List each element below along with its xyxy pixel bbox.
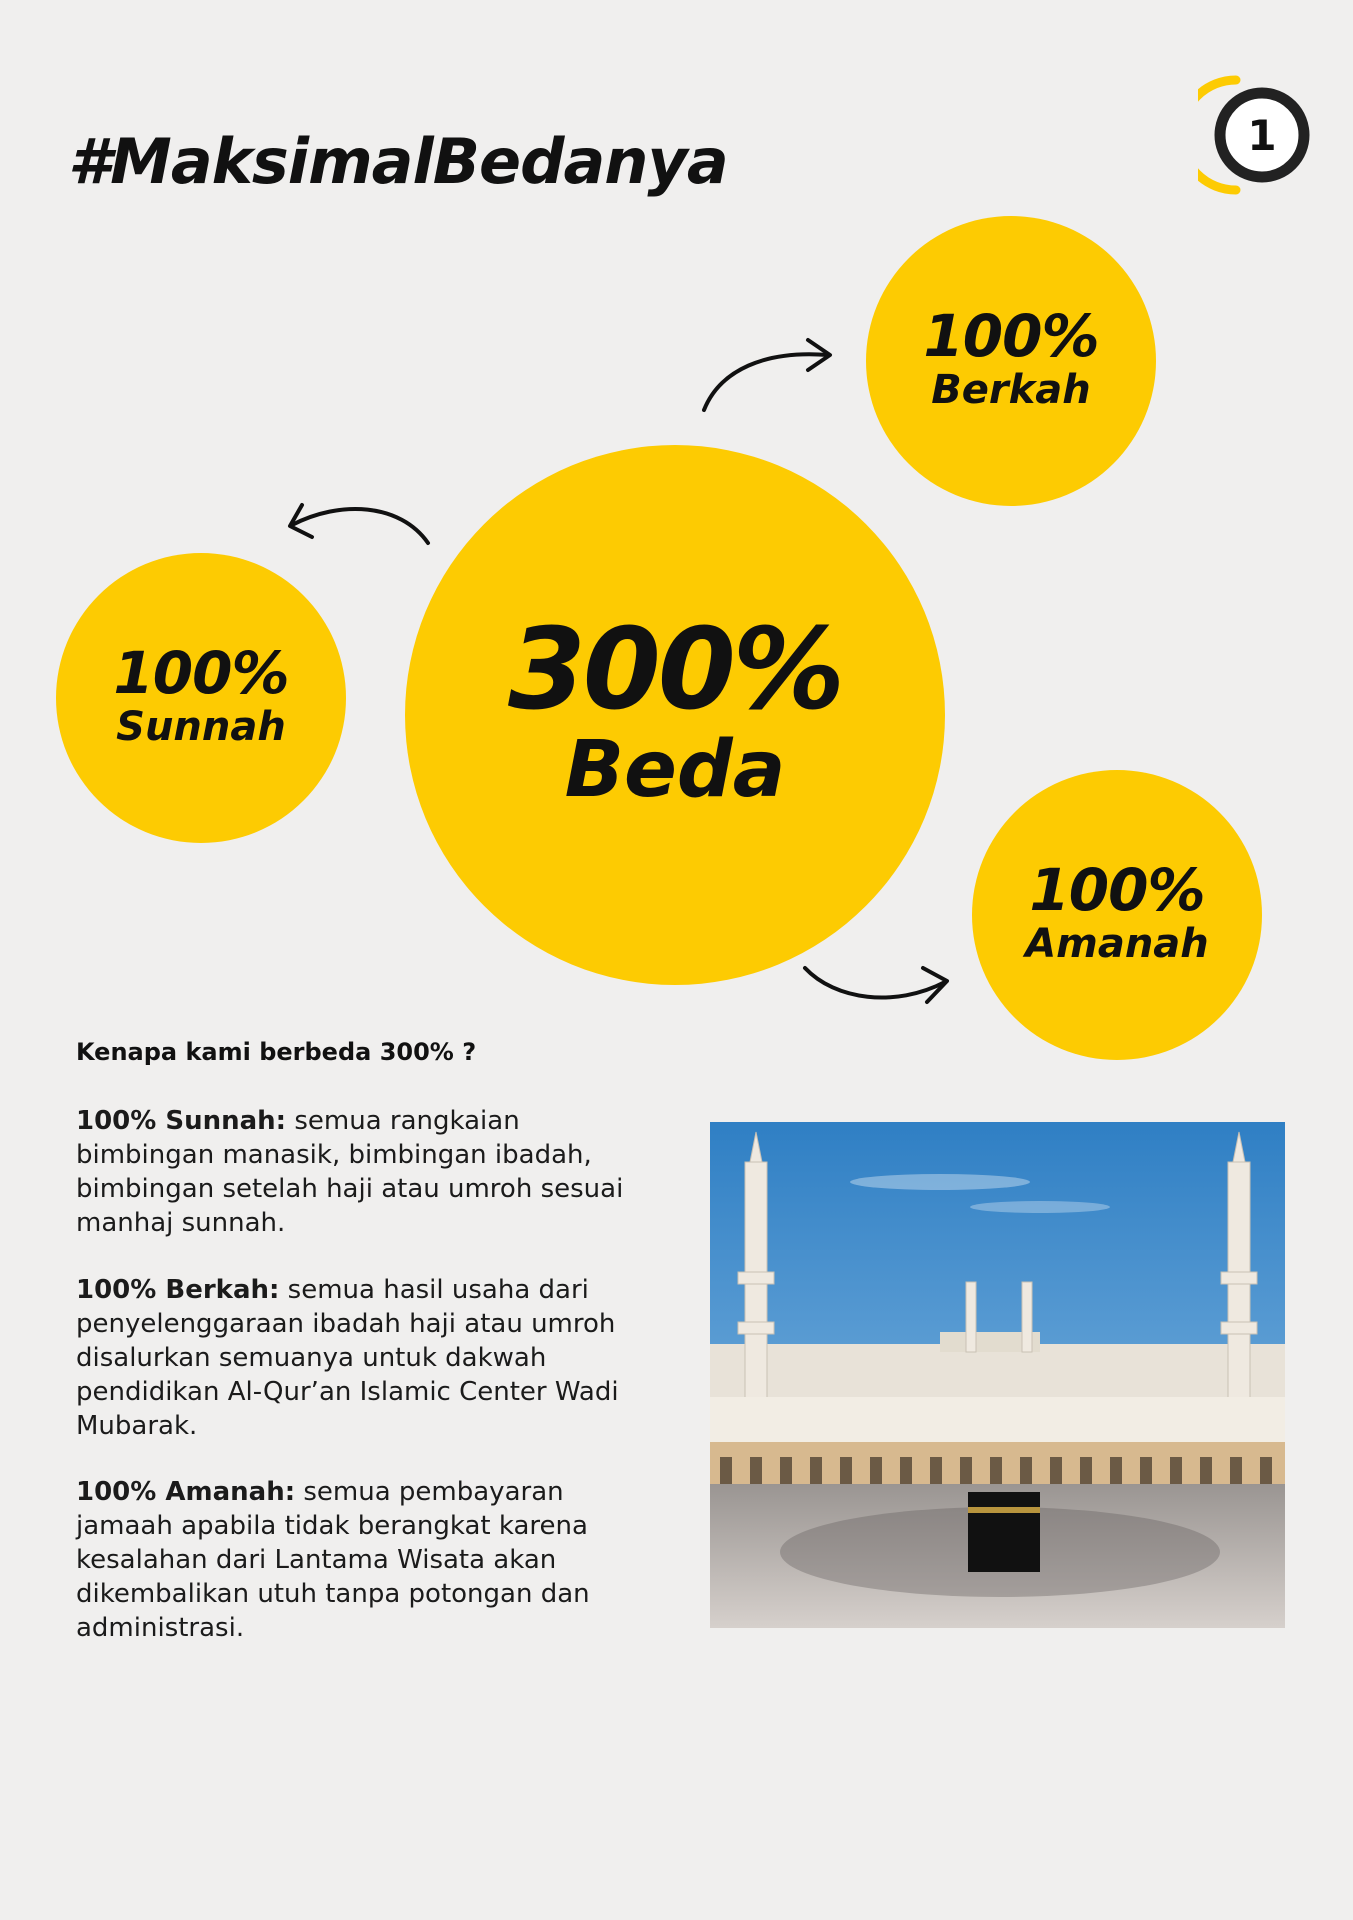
circle-label: Berkah bbox=[931, 367, 1091, 413]
circle-percent: 100% bbox=[923, 302, 1099, 370]
arrow-to-sunnah-icon bbox=[280, 495, 440, 565]
circle-label: Sunnah bbox=[116, 704, 286, 750]
paragraph-text: semua rangkaian bimbingan manasik, bimbingan ibadah, bimbingan setelah haji atau umroh sesuai manhaj sunnah. bbox=[76, 1106, 624, 1238]
paragraph-title: 100% Amanah: bbox=[76, 1477, 296, 1507]
number-badge-icon bbox=[1198, 70, 1318, 200]
circle-percent: 300% bbox=[507, 605, 842, 736]
circle-berkah bbox=[866, 216, 1156, 506]
section-question: Kenapa kami berbeda 300% ? bbox=[76, 1038, 477, 1066]
paragraph-text: semua pembayaran jamaah apabila tidak berangkat karena kesalahan dari Lantama Wisata akan dikembalikan utuh tanpa potongan dan administrasi. bbox=[76, 1477, 590, 1643]
circle-sunnah bbox=[56, 553, 346, 843]
paragraph-title: 100% Sunnah: bbox=[76, 1106, 287, 1136]
arrow-to-amanah-icon bbox=[795, 960, 955, 1020]
circle-percent: 100% bbox=[1029, 856, 1205, 924]
circle-amanah bbox=[972, 770, 1262, 1060]
paragraph-berkah bbox=[76, 1273, 636, 1443]
circle-percent: 100% bbox=[113, 639, 289, 707]
paragraph-title: 100% Berkah: bbox=[76, 1275, 280, 1305]
circle-label: Beda bbox=[564, 725, 786, 816]
arrow-to-berkah-icon bbox=[690, 330, 840, 420]
page-title: #MaksimalBedanya bbox=[68, 125, 728, 198]
page-number: 1 bbox=[1247, 111, 1277, 160]
paragraph-text: semua hasil usaha dari penyelenggaraan ibadah haji atau umroh disalurkan semuanya untuk dakwah pendidikan Al-Qur’an Islamic Center Wadi Mubarak. bbox=[76, 1275, 619, 1441]
circle-label: Amanah bbox=[1025, 921, 1209, 967]
paragraph-amanah bbox=[76, 1475, 636, 1645]
circle-300-beda bbox=[405, 445, 945, 985]
paragraph-sunnah bbox=[76, 1104, 636, 1240]
kaaba-photo bbox=[710, 1122, 1285, 1628]
